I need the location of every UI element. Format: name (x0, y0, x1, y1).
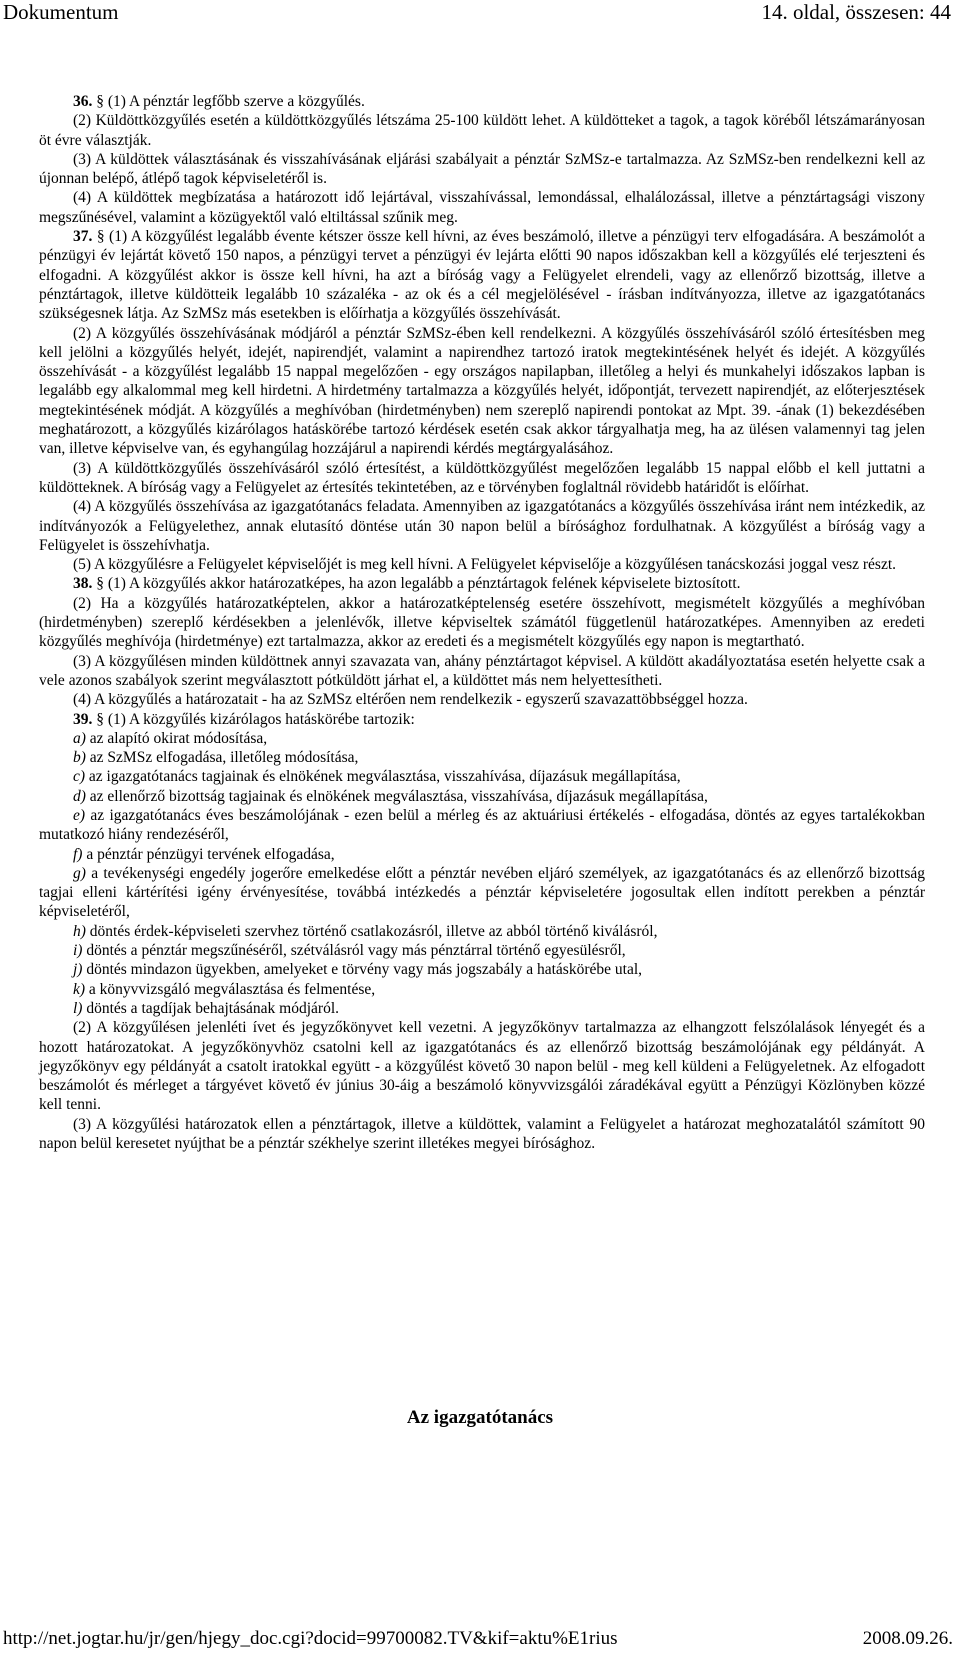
section-paragraph (39, 574, 925, 593)
section-paragraph (39, 92, 925, 111)
list-item (39, 806, 925, 845)
list-item-text: az igazgatótanács tagjainak és elnökének megválasztása, visszahívása, díjazásuk megállapítása, (85, 768, 681, 786)
list-item-text: a könyvvizsgáló megválasztása és felmentése, (85, 980, 376, 998)
section-sign-icon: § (96, 228, 105, 246)
list-item-text: az alapító okirat módosítása, (85, 729, 268, 747)
list-item (39, 729, 925, 748)
list-item-letter: f) (73, 845, 83, 863)
list-item (39, 787, 925, 806)
list-item (39, 748, 925, 767)
paragraph: (4) A közgyűlés a határozatait - ha az SzMSz eltérően nem rendelkezik - egyszerű szavazattöbbséggel hozza. (73, 691, 748, 709)
list-item-letter: c) (73, 768, 86, 786)
page-footer (0, 1624, 960, 1654)
list-item (39, 845, 925, 864)
section-paragraph (39, 227, 925, 323)
list-item-text: döntés a tagdíjak behajtásának módjáról. (82, 999, 339, 1017)
paragraph: (3) A közgyűlésen minden küldöttnek annyi szavazata van, ahány pénztártagot képvisel. A küldött akadályoztatása esetén helyette csak a vele azonos szabályok szerint megválasztott pótküldött járhat el, a küldöttet más nem helyettesítheti. (39, 652, 925, 689)
list-item-letter: k) (73, 980, 86, 998)
paragraph: (5) A közgyűlésre a Felügyelet képviselőjét is meg kell hívni. A Felügyelet képviselője a közgyűlésen tanácskozási joggal vesz részt. (73, 556, 897, 574)
paragraph-text: (1) A közgyűlést legalább évente kétszer össze kell hívni, az éves beszámoló, illetve a pénzügyi terv elfogadására. A beszámolót a pénzügyi év lejártát követő 150 napos, a pénzügyi tervet a pénzügyi év lejárta előtti 90 napos időszakban kell a közgyűlés elé terjeszteni és elfogadni. A közgyűlést akkor is össze kell hívni, ha azt a bíróság vagy a Felügyelet elrendeli, vagy az ellenőrző bizottság, illetve a pénztártagok, illetve küldötteik legalább 10 százaléka - az ok és a cél megjelölésével - írásban indítványozza, illetve az igazgatótanács szükségesnek látja. Az SzMSz más esetekben is előírhatja a közgyűlés összehívását. (39, 228, 925, 323)
list-item-text: döntés mindazon ügyekben, amelyeket e törvény vagy más jogszabály a hatáskörébe utal, (82, 961, 643, 979)
list-item-letter: b) (73, 749, 86, 767)
list-item-text: az igazgatótanács éves beszámolójának - ezen belül a mérleg és az aktuáriusi értékelés - elfogadása, döntés az egyes tartalékokban mutatkozó hiány rendezéséről, (39, 806, 925, 844)
list-item (39, 941, 925, 960)
list-item-letter: h) (73, 922, 86, 940)
paragraph: (3) A küldöttközgyűlés összehívásáról szóló értesítést, a küldöttközgyűlést megelőzően legalább 15 nappal előbb el kell juttatni a küldötteknek. A bíróság vagy a Felügyelet az értesítés tekintetében, az e törvényben foglaltnál rövidebb határidőt is előírhat. (39, 459, 925, 496)
print-date: 2008.09.26. (862, 1628, 953, 1649)
section-number: 36. (73, 93, 93, 110)
list-item (39, 960, 925, 979)
document-label: Dokumentum (3, 0, 119, 24)
page-header (0, 0, 960, 40)
document-body (39, 92, 925, 1153)
section-number: 39. (73, 710, 93, 728)
page-counter: 14. oldal, összesen: 44 (761, 0, 951, 24)
paragraph: (2) A közgyűlésen jelenléti ívet és jegyzőkönyvet kell vezetni. A jegyzőkönyv tartalmazza az elhangzott felszólalások lényegét és a hozott határozatokat. A jegyzőkönyvhöz csatolni kell az igazgatótanács és az ellenőrző bizottság beszámolójának egy példányát. A jegyzőkönyv egy példányát a csatolt iratokkal együtt - a közgyűlést követő 30 napon belül - meg kell küldeni a Felügyeletnek. Az elfogadott beszámolót és mérleget a tárgyévet követő év június 30-áig a beszámoló könyvvizsgálói záradékával együtt a Pénzügyi Közlönyben közzé kell tenni. (39, 1019, 925, 1114)
section-sign-icon: § (96, 93, 104, 110)
list-item-text: döntés a pénztár megszűnéséről, szétválásról vagy más pénztárral történő egyesülésről, (82, 942, 626, 960)
paragraph: (2) A közgyűlés összehívásának módjáról a pénztár SzMSz-ében kell rendelkezni. A közgyűlés összehívásáról szóló értesítésben meg kell jelölni a közgyűlés helyét, idejét, napirendjét, valamint a napirendhez tartozó iratok megtekintésének helyét és idejét. A közgyűlés összehívását - a közgyűlést legalább 15 nappal megelőzően - egy országos napilapban, illetőleg a helyi és munkahelyi időszakos lapban is legalább egy alkalommal meg kell hirdetni. A hirdetmény tartalmazza a közgyűlés helyét, időpontját, tervezett napirendjét, az előterjesztések megtekintésének módját. A közgyűlés a meghívóban (hirdetményben) nem szereplő napirendi pontokat az Mpt. 39. -ának (1) bekezdésében meghatározott, a közgyűlés kizárólagos hatáskörébe tartozó kérdések esetén csak akkor tárgyalhatja meg, ha az ülésen valamennyi tag jelen van, illetve képviselve van, és egyhangúlag hozzájárul a napirendi kérdés megtárgyalásához. (39, 324, 925, 458)
section-number: 38. (73, 575, 93, 593)
section-number: 37. (73, 228, 93, 246)
list-item-letter: j) (73, 961, 83, 979)
section-heading: Az igazgatótanács (406, 1407, 554, 1428)
list-item (39, 999, 925, 1018)
list-item-text: döntés érdek-képviseleti szervhez történő csatlakozásról, illetve az abból történő kiválásról, (85, 922, 658, 940)
paragraph: (3) A küldöttek választásának és visszahívásának eljárási szabályait a pénztár SzMSz-e tartalmazza. Az SzMSz-ben rendelkezni kell az újonnan belépő, átlépő tagok képviseletéről is. (39, 150, 925, 188)
list-item-letter: a) (73, 729, 86, 747)
list-item-text: az SzMSz elfogadása, illetőleg módosítása, (85, 749, 359, 767)
list-item (39, 922, 925, 941)
section-paragraph (39, 710, 925, 729)
list-item-letter: i) (73, 942, 83, 960)
section-sign-icon: § (96, 575, 104, 593)
list-item (39, 767, 925, 786)
paragraph-text: (1) A közgyűlés akkor határozatképes, ha azon legalább a pénztártagok felének képviselete biztosított. (104, 575, 741, 593)
list-item-text: a pénztár pénzügyi tervének elfogadása, (82, 845, 335, 863)
list-item (39, 864, 925, 922)
list-item-text: az ellenőrző bizottság tagjainak és elnökének megválasztása, visszahívása, díjazásuk megállapítása, (85, 787, 708, 805)
paragraph: (2) Küldöttközgyűlés esetén a küldöttközgyűlés létszáma 25-100 küldött lehet. A küldötteket a tagok, a tagok köréből létszámarányosan öt évre választják. (39, 112, 925, 149)
list-item-letter: e) (73, 806, 86, 824)
list-item-text: a tevékenységi engedély jogerőre emelkedése előtt a pénztár nevében eljáró személyek, az igazgatótanács és az ellenőrző bizottság tagjai elleni kártérítési igény érvényesítése, továbbá intézkedés a pénztár képviseletére jogosultak ellen indított perekben a pénztár képviseletéről, (39, 864, 925, 921)
list-item-letter: d) (73, 787, 86, 805)
paragraph-text: (1) A közgyűlés kizárólagos hatáskörébe tartozik: (104, 710, 415, 728)
paragraph: (2) Ha a közgyűlés határozatképtelen, akkor a határozatképtelenség esetére összehívott, megismételt közgyűlés a meghívóban (hirdetményben) szereplő kérdésekben a jelenlévők, illetve képviseltek számától függetlenül határozatképes. Amennyiben az eredeti közgyűlés meghívója (hirdetménye) ezt tartalmazza, akkor az eredeti és a megismételt közgyűlés egy napon is megtartható. (39, 594, 925, 651)
list-item (39, 980, 925, 999)
paragraph-text: (1) A pénztár legfőbb szerve a közgyűlés. (104, 93, 365, 110)
paragraph: (3) A közgyűlési határozatok ellen a pénztártagok, illetve a küldöttek, valamint a Felügyelet a határozat meghozatalától számított 90 napon belül keresetet nyújthat be a pénztár székhelye szerint illetékes megyei bírósághoz. (39, 1115, 925, 1153)
list-item-letter: l) (73, 999, 83, 1017)
list-item-letter: g) (73, 864, 86, 882)
paragraph: (4) A küldöttek megbízatása a határozott idő lejártával, visszahívással, lemondással, elhalálozással, illetve a pénztártagsági viszony megszűnésével, valamint a közügyektől való eltiltással szűnik meg. (39, 189, 925, 226)
section-sign-icon: § (96, 710, 104, 728)
source-url: http://net.jogtar.hu/jr/gen/hjegy_doc.cgi?docid=99700082.TV&kif=aktu%E1rius (3, 1628, 618, 1649)
paragraph: (4) A közgyűlés összehívása az igazgatótanács feladata. Amennyiben az igazgatótanács a közgyűlés összehívása iránt nem intézkedik, az indítványozók a Felügyelethez, annak elutasító döntése után 30 napon belül a bírósághoz fordulhatnak. A közgyűlést a bíróság vagy a Felügyelet is összehívhatja. (39, 498, 925, 554)
